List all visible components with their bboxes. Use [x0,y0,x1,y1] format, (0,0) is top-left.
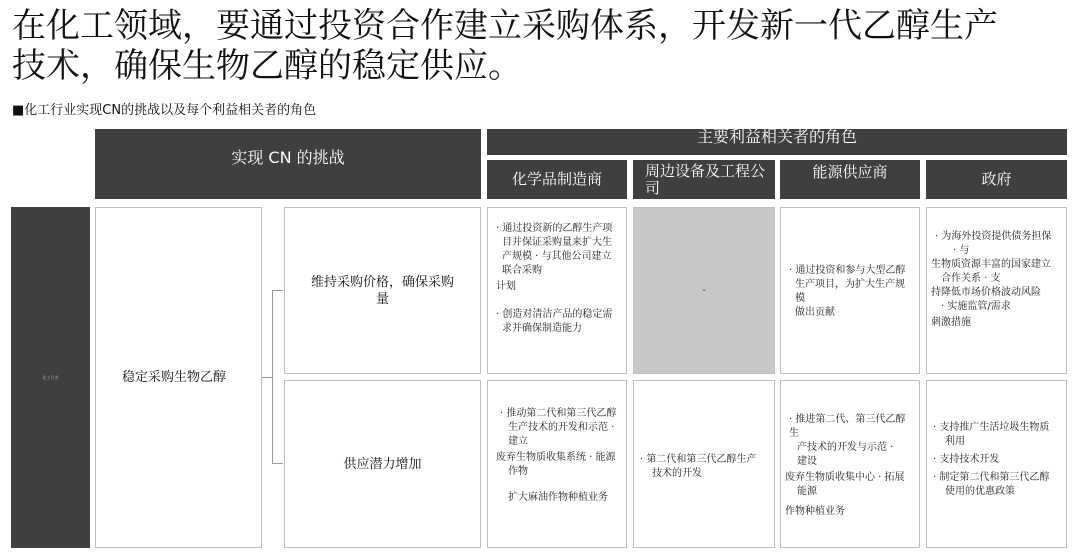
row2-challenge-label: 供应潜力增加 [343,456,422,472]
row1-chem-line: 联合采购 [502,265,542,276]
row2-gov-line: · 制定第二代和第三代乙醇 [933,472,1050,483]
row1-energy-cell [780,207,920,374]
row1-gov-line: 刺激措施 [931,317,971,328]
row1-gov-line: · 实施监管/需求 [941,301,1011,312]
row2-gov-line: 利用 [945,436,965,447]
row1-equip-cell [633,207,775,374]
row2-equip-cell [633,380,775,548]
row1-gov-line: 持降低市场价格波动风险 [931,287,1041,298]
row2-energy-line: 作物种植业务 [785,506,845,517]
row1-energy-line: 生产项目，为扩大生产规模 [795,279,905,304]
row2-chem-line: · 推动第二代和第三代乙醇 [500,408,617,419]
row1-chem-line: · 创造对清洁产品的稳定需 [496,309,613,320]
sidebar-label: 化工行业 [42,374,59,380]
row1-gov-line: 合作关系 · 支 [941,273,1001,284]
main-challenge-label: 稳定采购生物乙醇 [122,370,227,385]
row2-energy-line: 产技术的开发与示范 · [797,442,894,453]
row1-equip-dash: - [702,285,706,296]
row1-chem-line: 求并确保制造能力 [502,323,582,334]
col-header-energy: 能源供应商 [780,160,920,199]
row1-chem-line: 目并保证采购量来扩大生 [502,237,612,248]
row2-energy-line: 废弃生物质收集中心 · 拓展 [785,472,905,483]
challenge-header: 实现 CN 的挑战 [95,129,481,199]
row2-chem-line: 生产技术的开发和示范 · [508,422,615,433]
title-line-2: 技术，确保生物乙醇的稳定供应。 [12,46,522,86]
row2-chem-cell [487,380,627,548]
col-header-gov: 政府 [926,160,1067,199]
row1-chem-line: · 通过投资新的乙醇生产项 [496,223,613,234]
connector-bottom [272,463,283,464]
connector-top [272,290,283,291]
row2-challenge-box [284,380,481,548]
row2-gov-cell [926,380,1067,548]
row1-energy-line: · 通过投资和参与大型乙醇 [789,265,906,276]
row1-chem-cell [487,207,627,374]
row1-energy-line: 做出贡献 [795,307,835,318]
row2-gov-line: · 支持推广生活垃圾生物质 [933,422,1050,433]
row1-gov-line: 生物质资源丰富的国家建立 [931,259,1051,270]
row2-chem-line [496,479,620,491]
col-header-chem: 化学品制造商 [487,160,627,199]
row2-energy-line: 能源 [797,486,817,497]
row1-chem-line: 产规模 · 与其他公司建立 [502,251,612,262]
connector-line [262,377,272,378]
main-challenge-box [95,207,262,548]
row1-chem-line [496,294,618,308]
row2-chem-line: 扩大麻油作物种植业务 [508,492,608,503]
row1-gov-line: · 与 [953,245,970,256]
row2-equip-line: 技术的开发 [652,468,702,479]
sidebar-industry [11,207,90,548]
row1-gov-cell [926,207,1067,374]
row2-chem-line: 作物 [508,466,528,477]
row2-chem-line: 废弃生物质收集系统 · 能源 [496,452,616,463]
connector-bracket [272,290,273,463]
subtitle: ■化工行业实现CN的挑战以及每个利益相关者的角色 [12,103,317,118]
row2-energy-cell [780,380,920,548]
row2-chem-line: 建立 [508,436,528,447]
title-line-1: 在化工领域，要通过投资合作建立采购体系，开发新一代乙醇生产 [12,6,998,46]
col-header-equip: 周边设备及工程公司 [633,160,775,199]
row1-challenge-label: 维持采购价格，确保采购量 [310,274,454,307]
row2-gov-line: · 支持技术开发 [933,454,1000,465]
stakeholders-header: 主要利益相关者的角色 [487,129,1067,155]
page-title [12,6,1072,86]
row2-energy-line: 建设 [797,456,817,467]
row1-chem-line: 计划 [496,281,516,292]
row1-gov-line: · 为海外投资提供债务担保 [935,231,1052,242]
row2-energy-line: · 推进第二代、第三代乙醇生 [789,414,906,439]
row1-challenge-box [284,207,481,374]
row2-equip-line: · 第二代和第三代乙醇生产 [640,454,757,465]
row2-gov-line: 使用的优惠政策 [945,486,1015,497]
